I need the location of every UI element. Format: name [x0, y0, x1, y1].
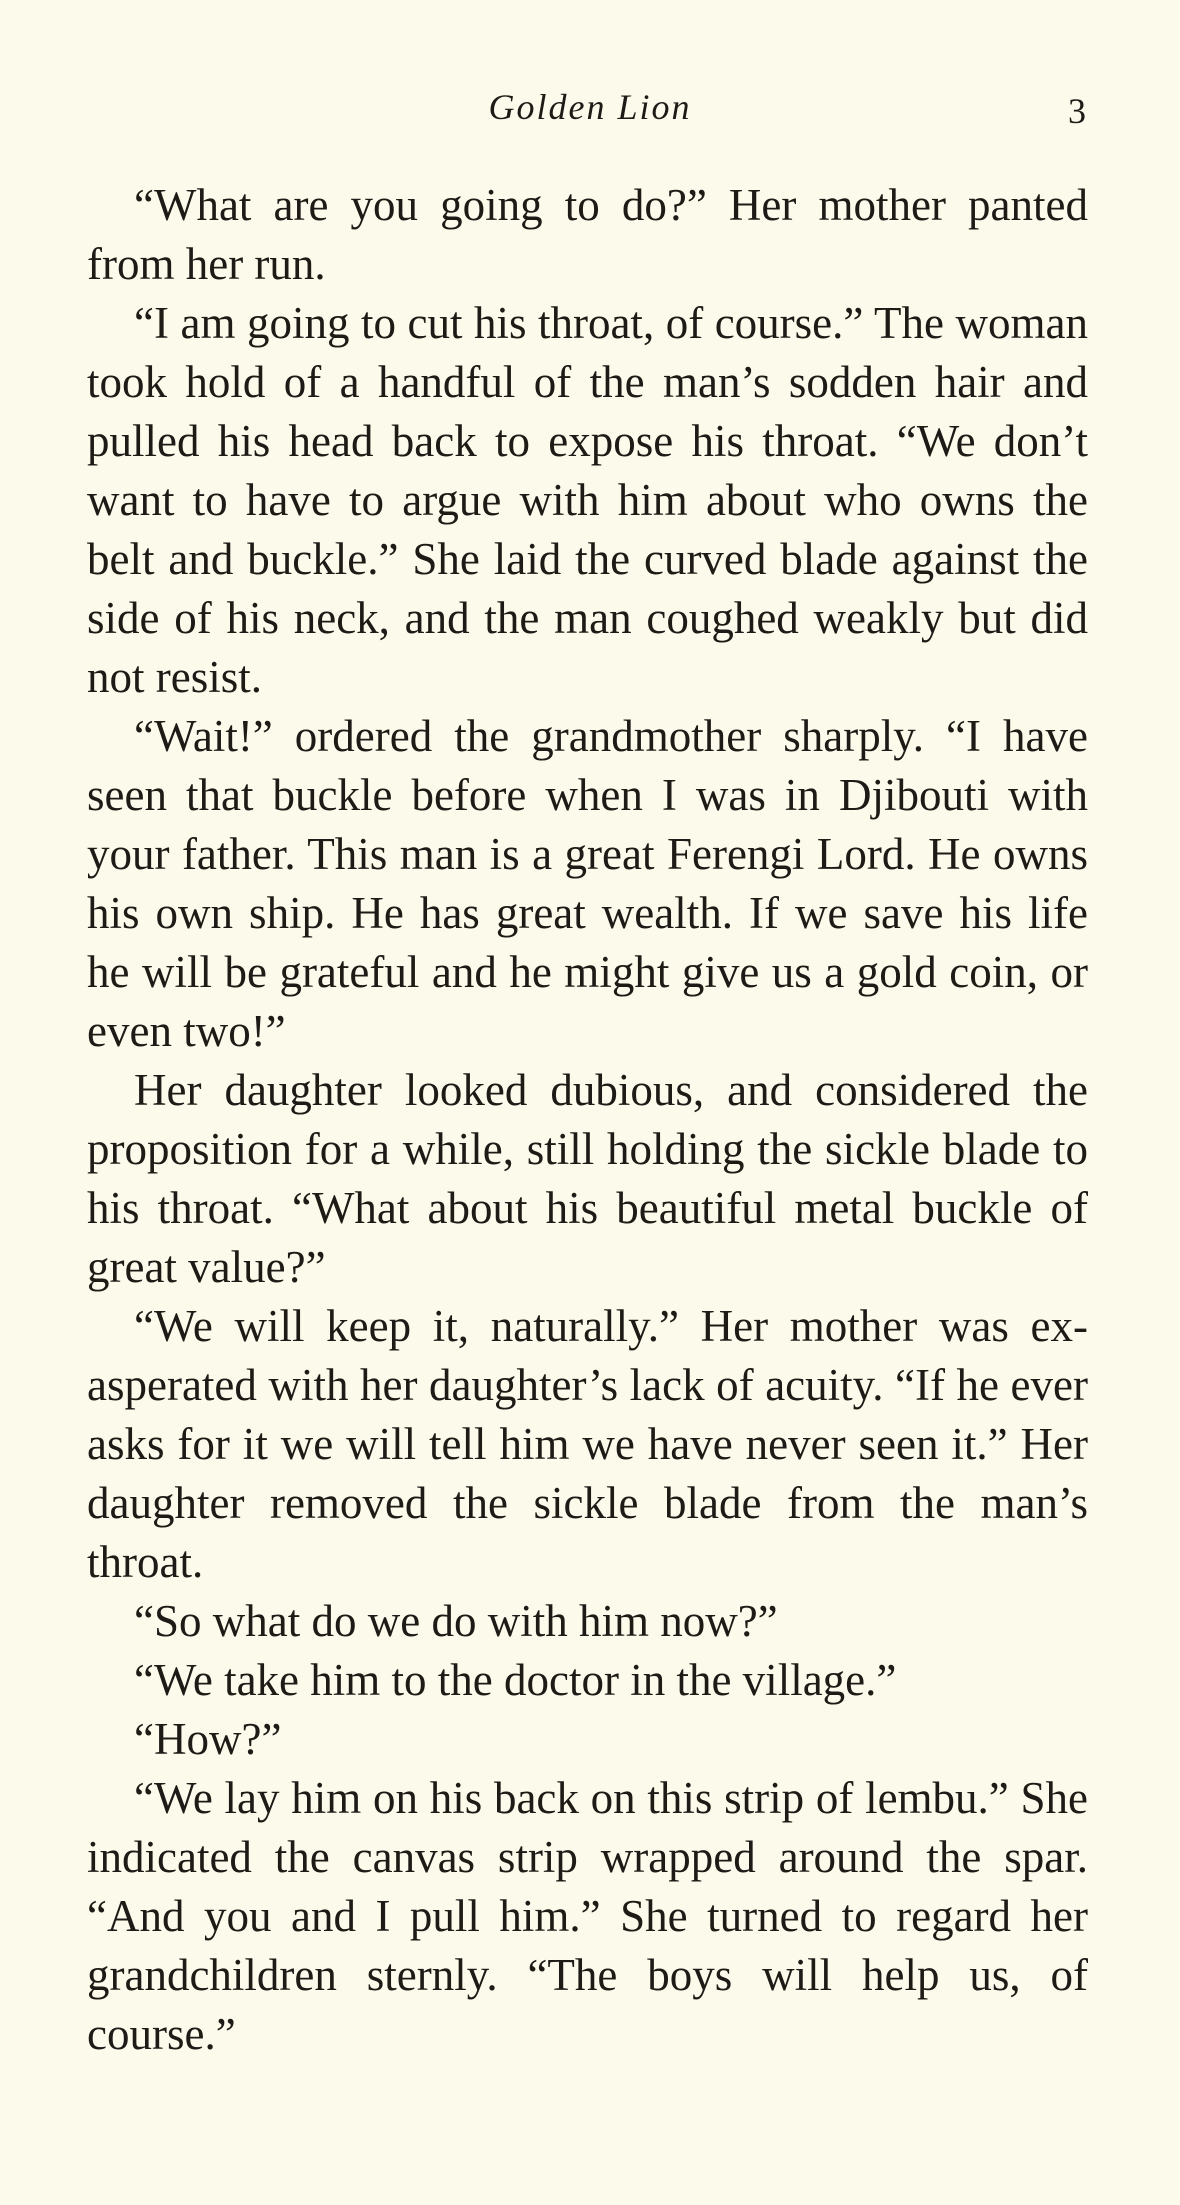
paragraph: “I am going to cut his throat, of course.” The woman took hold of a handful of the man’s sodden hair and pulled his head back to expose his throat. “We don’t want to have to argue with him about who owns the belt and buckle.” She laid the curved blade against the side of his neck, and the man coughed weakly but did not resist.: [87, 298, 1088, 702]
running-head: [0, 82, 1180, 142]
paragraph: “So what do we do with him now?”: [134, 1596, 778, 1646]
page-number: 3: [1068, 91, 1086, 131]
paragraph: “What are you going to do?” Her mother panted from her run.: [87, 180, 1088, 289]
paragraph: “We take him to the doctor in the village.”: [134, 1655, 897, 1705]
paragraph: “How?”: [134, 1714, 282, 1764]
running-title: Golden Lion: [488, 87, 692, 127]
body-text: [87, 176, 1088, 2064]
paragraph: “We will keep it, naturally.” Her mother was exasperated with her daughter’s lack of acuity. “If he ever asks for it we will tell him we have never seen it.” Her daughter removed the sickle blade from the man’s throat.: [87, 1301, 1088, 1587]
paragraph: “We lay him on his back on this strip of lembu.” She indicated the canvas strip wrapped around the spar. “And you and I pull him.” She turned to regard her grandchildren sternly. “The boys will help us, of course.”: [87, 1773, 1088, 2059]
paragraph: “Wait!” ordered the grandmother sharply. “I have seen that buckle before when I was in Djibouti with your father. This man is a great Ferengi Lord. He owns his own ship. He has great wealth. If we save his life he will be grateful and he might give us a gold coin, or even two!”: [87, 711, 1088, 1056]
paragraph: Her daughter looked dubious, and considered the proposition for a while, still holding the sickle blade to his throat. “What about his beautiful metal buckle of great value?”: [87, 1065, 1088, 1292]
